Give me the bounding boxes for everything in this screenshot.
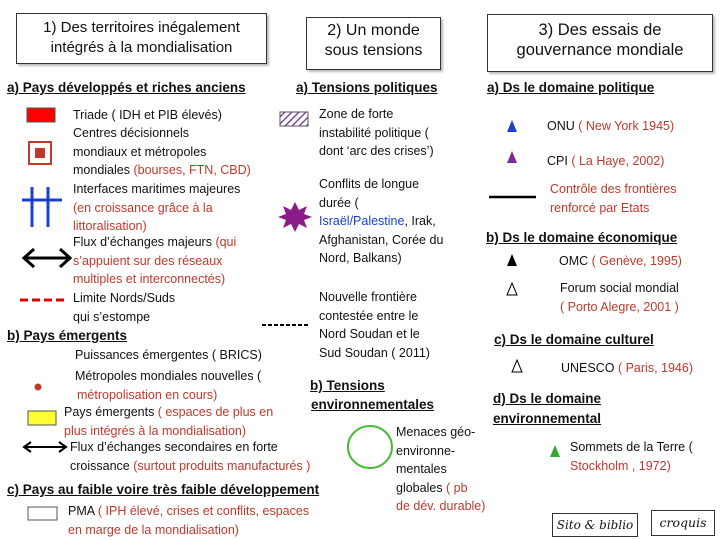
frontiere-soudan-label: Nouvelle frontière contestée entre le Nord Soudan et le Sud Soudan ( 2011) <box>319 290 430 360</box>
sommets-detail: Stockholm , 1972) <box>570 458 671 473</box>
conflit-starburst-icon <box>278 202 312 232</box>
unesco-label <box>561 359 693 378</box>
forum-text: Forum social mondial <box>560 281 679 295</box>
omc-text: OMC <box>559 254 592 268</box>
omc-detail: ( Genève, 1995) <box>591 254 682 268</box>
column-2-title-line1: 2) Un monde <box>327 22 420 39</box>
cpi-detail: ( La Haye, 2002) <box>571 154 665 168</box>
pays-emergents-text: Pays émergents <box>64 405 158 419</box>
croquis-button[interactable]: croquis <box>651 510 715 536</box>
domaine-politique-heading: a) Ds le domaine politique <box>487 80 655 95</box>
sito-biblio-button[interactable]: Sito & biblio <box>552 513 638 537</box>
triade-symbol <box>27 108 55 122</box>
centres-detail: (bourses, FTN, CBD) <box>133 163 251 177</box>
metropole-nouvelle-icon <box>35 384 42 391</box>
unesco-text: UNESCO <box>561 361 618 375</box>
flux-secondaires-label <box>70 438 310 475</box>
interfaces-detail: (en croissance grâce à la littoralisation) <box>73 200 213 233</box>
flux-majeurs-text: Flux d’échanges majeurs <box>73 235 216 249</box>
pays-emergents-detail: ( espaces de plus en plus intégrés à la mondialisation) <box>64 405 274 438</box>
metropoles-text: Métropoles mondiales nouvelles ( <box>75 369 262 383</box>
omc-label <box>559 252 682 271</box>
forum-detail: ( Porto Alegre, 2001 ) <box>560 299 679 314</box>
centres-text: Centres décisionnels mondiaux et métropoles mondiales <box>73 126 207 177</box>
column-2-title-line2: sous tensions <box>324 42 423 59</box>
menaces-detail: ( pb de dév. durable) <box>396 480 486 513</box>
cpi-label <box>547 152 664 171</box>
pays-emergents-label <box>64 403 273 440</box>
cpi-triangle-icon <box>507 151 517 163</box>
zone-instabilite-label: Zone de forte instabilité politique ( dont ‘arc des crises’) <box>319 107 434 158</box>
column-1-title-line2: intégrés à la mondialisation <box>50 39 233 56</box>
centres-decisionnels-label <box>73 124 251 180</box>
flux-secondaire-arrow-icon <box>24 442 66 452</box>
forum-social-triangle-icon <box>507 283 517 295</box>
limite-nord-sud-label: Limite Nords/Suds qui s’estompe <box>73 291 176 324</box>
puissances-emergentes-label: Puissances émergentes ( BRICS) <box>75 348 262 362</box>
menaces-environnementales-label <box>396 423 485 516</box>
zone-instabilite-symbol <box>280 112 308 126</box>
section-pays-developpes-heading: a) Pays développés et riches anciens <box>7 80 246 95</box>
centre-decisionnel-icon <box>29 142 51 164</box>
domaine-economique-heading: b) Ds le domaine économique <box>486 230 678 245</box>
sommets-terre-label <box>570 438 693 475</box>
interfaces-maritimes-label <box>73 180 240 236</box>
pma-label <box>68 502 309 539</box>
onu-text: ONU <box>547 119 579 133</box>
controle-frontieres-label: Contrôle des frontières renforcé par Etats <box>550 182 677 215</box>
unesco-detail: ( Paris, 1946) <box>617 361 693 375</box>
conflits-rest: , Irak, Afghanistan, Corée du Nord, Balkans) <box>319 214 444 265</box>
tensions-environnementales-heading-line2: environnementales <box>311 397 435 412</box>
sommets-terre-triangle-icon <box>550 445 560 457</box>
menaces-environnementales-icon <box>348 426 392 468</box>
cpi-text: CPI <box>547 154 572 168</box>
omc-triangle-icon <box>507 254 517 266</box>
domaine-environnemental-heading-line1: d) Ds le domaine <box>493 391 602 406</box>
conflits-longue-duree-label <box>319 175 443 268</box>
conflits-israel-palestine: Israël/Palestine <box>319 214 405 228</box>
pays-emergents-symbol <box>28 411 56 425</box>
forum-social-label <box>560 279 679 316</box>
flux-majeurs-detail: (qui s’appuient sur des réseaux multiples et interconnectés) <box>73 235 237 286</box>
flux-secondaires-detail: (surtout produits manufacturés ) <box>133 458 311 473</box>
conflits-text: Conflits de longue durée ( <box>319 177 420 210</box>
domaine-culturel-heading: c) Ds le domaine culturel <box>494 332 654 347</box>
metropoles-nouvelles-label <box>75 367 261 404</box>
sommets-text: Sommets de la Terre ( <box>570 440 693 454</box>
flux-majeur-arrow-icon <box>24 249 70 267</box>
domaine-environnemental-heading-line2: environnemental <box>493 411 602 426</box>
column-3-title-line1: 3) Des essais de <box>538 21 662 39</box>
interfaces-text: Interfaces maritimes majeures <box>73 182 241 196</box>
flux-majeurs-label <box>73 233 236 289</box>
onu-label <box>547 117 674 136</box>
menaces-text: Menaces géo- environne- mentales globales <box>396 425 476 495</box>
onu-detail: ( New York 1945) <box>578 119 675 133</box>
column-3-title-line2: gouvernance mondiale <box>516 41 684 59</box>
column-1-title-line1: 1) Des territoires inégalement <box>43 19 240 36</box>
unesco-triangle-icon <box>512 360 522 372</box>
tensions-environnementales-heading-line1: b) Tensions <box>310 378 385 393</box>
metropoles-detail: métropolisation en cours) <box>77 387 218 402</box>
tensions-politiques-heading: a) Tensions politiques <box>296 80 438 95</box>
section-pays-emergents-heading: b) Pays émergents <box>7 328 128 343</box>
pma-detail: ( IPH élevé, crises et conflits, espaces en marge de la mondialisation) <box>68 504 310 537</box>
triade-label: Triade ( IDH et PIB élevés) <box>73 108 222 122</box>
interface-maritime-icon <box>22 187 62 227</box>
section-faible-developpement-heading: c) Pays au faible voire très faible développement <box>7 482 320 497</box>
pma-text: PMA <box>68 504 98 518</box>
flux-secondaires-text: Flux d’échanges secondaires en forte croissance <box>70 440 278 473</box>
pma-symbol <box>28 507 57 520</box>
onu-triangle-icon <box>507 120 517 132</box>
